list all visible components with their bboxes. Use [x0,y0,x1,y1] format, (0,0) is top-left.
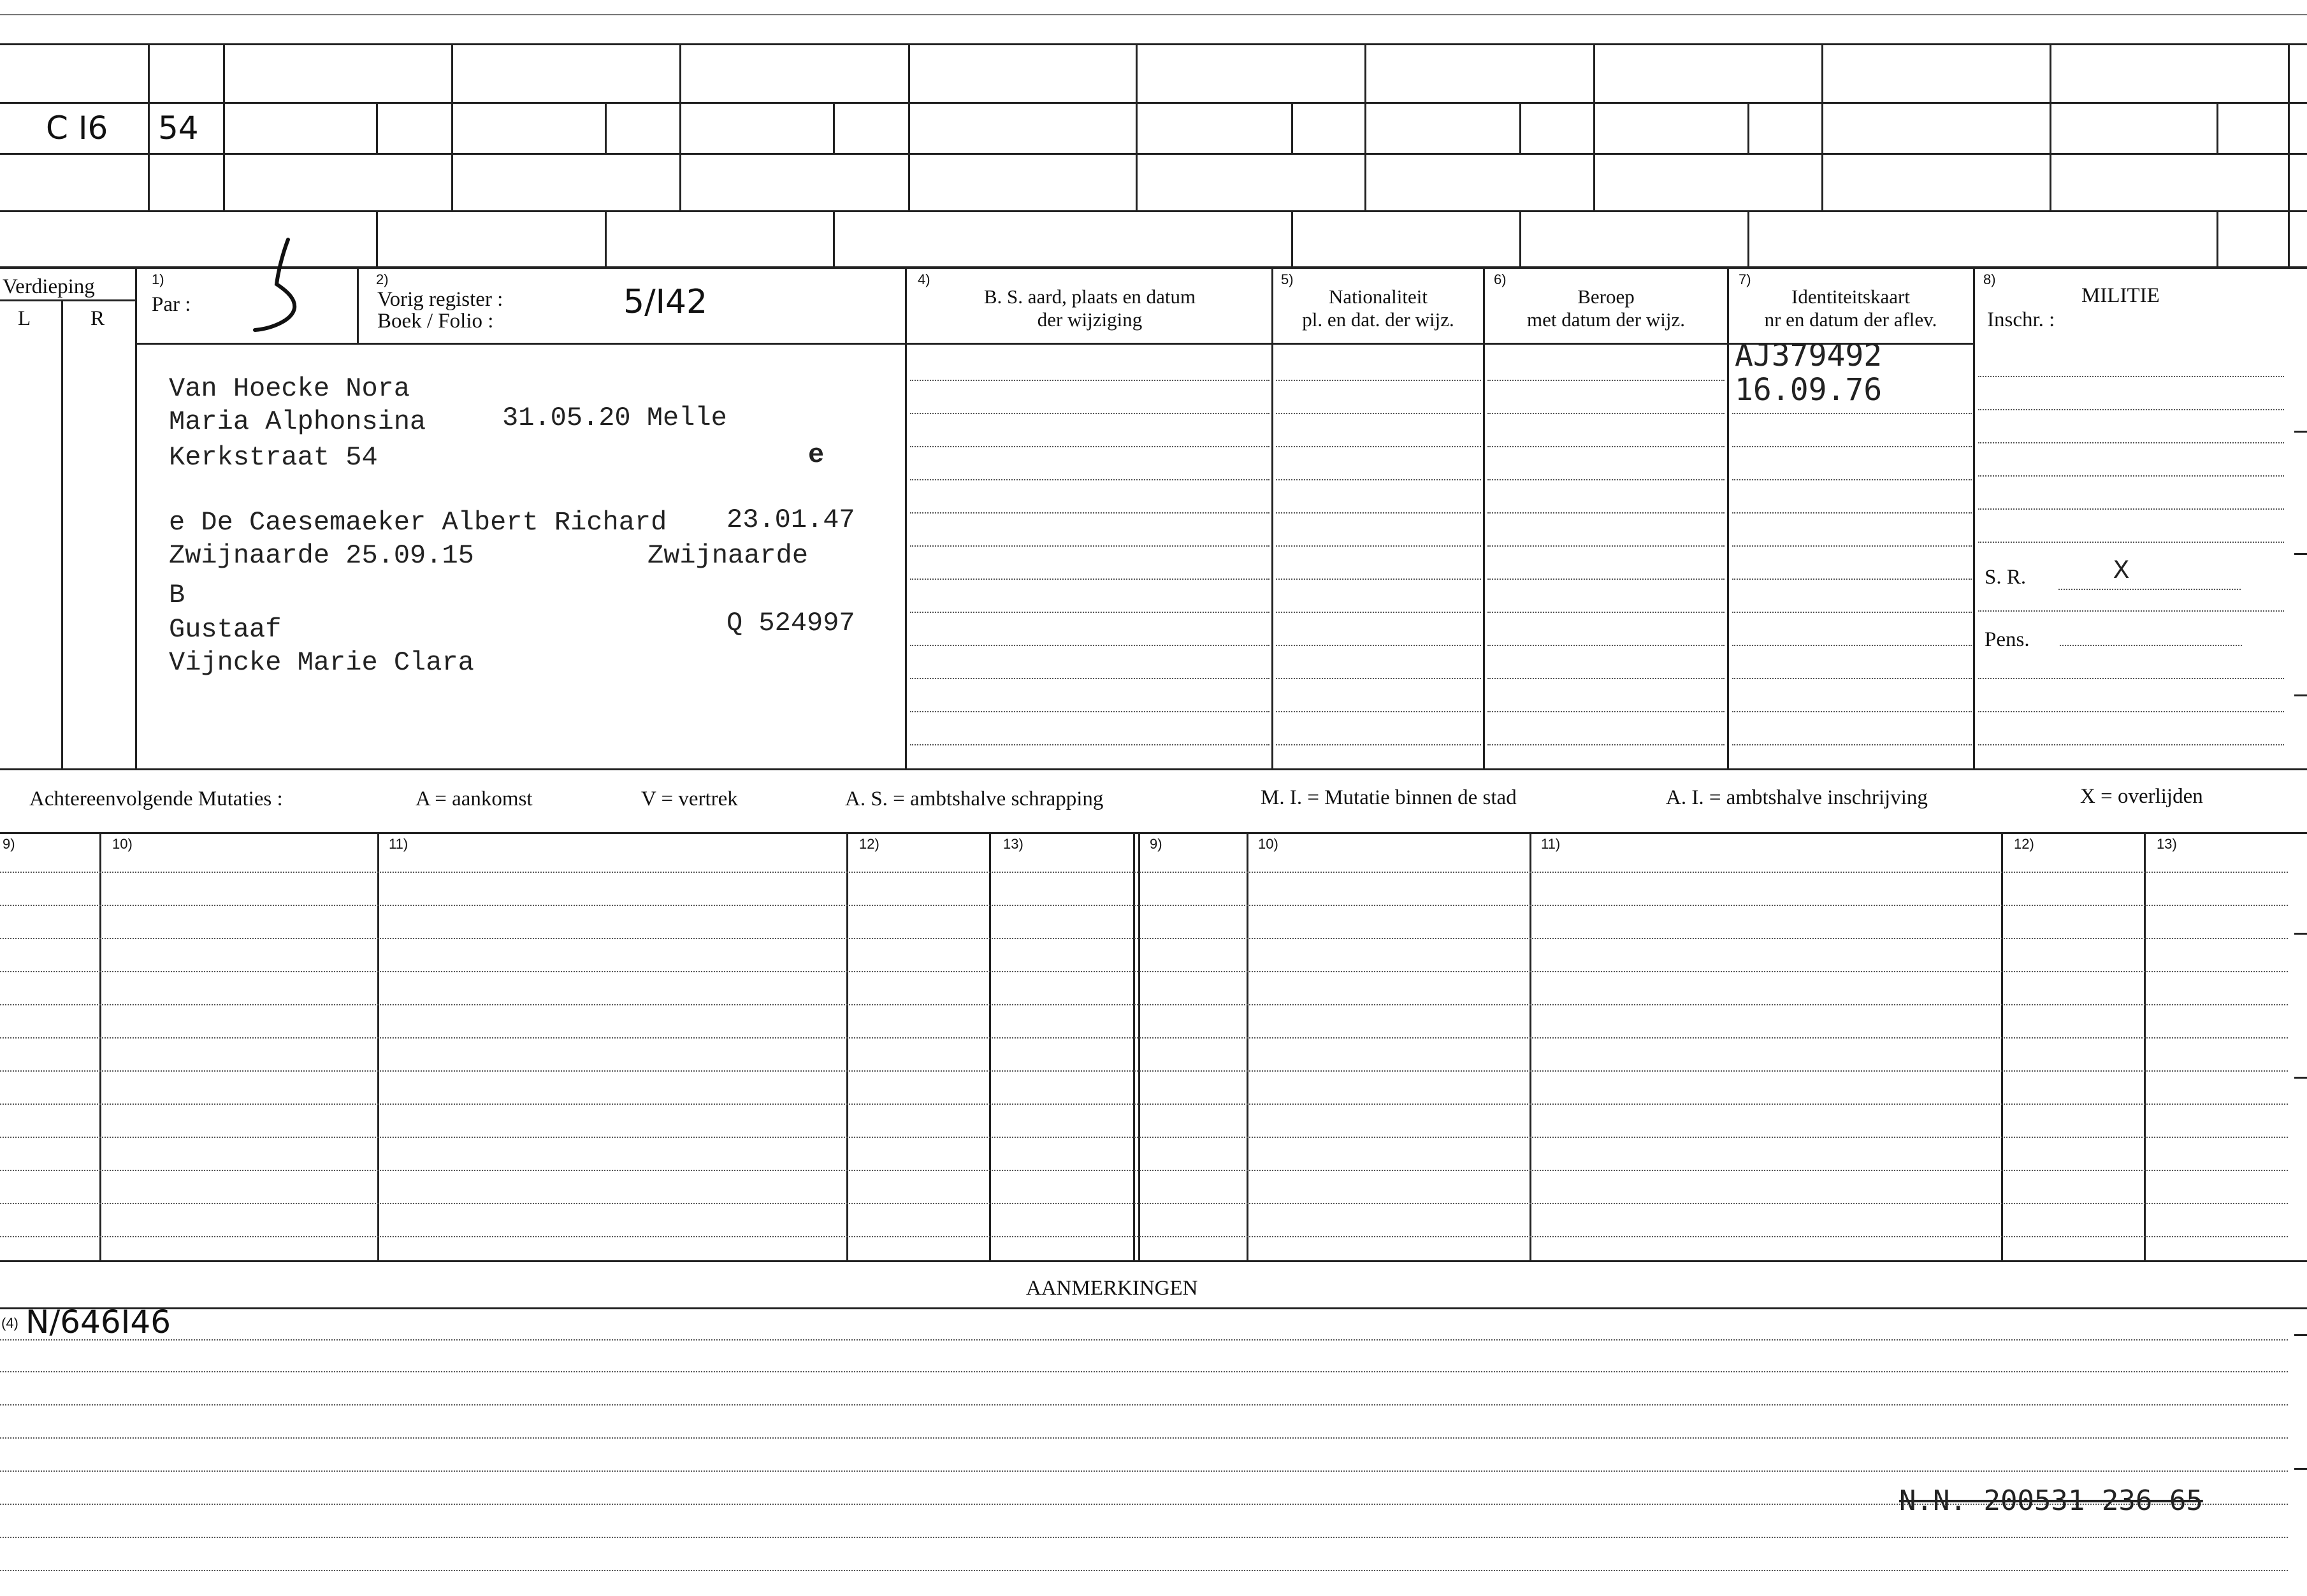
grid-line [679,43,681,210]
mutation-col-12b: 12) [2014,836,2034,852]
field-number-7: 7) [1739,271,1751,287]
person-spouse-birth: Zwijnaarde 25.09.15 [169,540,474,571]
top-edge [0,14,2307,15]
grid-line [1291,102,1293,153]
mutation-col-10b: 10) [1258,836,1278,852]
grid-line [376,102,378,153]
person-given-names: Maria Alphonsina [169,406,426,437]
grid-line [2144,832,2146,1260]
person-spouse: e De Caesemaeker Albert Richard [169,507,667,538]
col-r-label: R [90,307,105,330]
grid-line [223,43,225,210]
mutation-col-13b: 13) [2157,836,2177,852]
mutation-col-9: 9) [3,836,15,852]
grid-line [0,266,2307,269]
grid-line [0,1307,2307,1309]
mutation-col-12: 12) [859,836,879,852]
grid-line [1133,832,1135,1260]
grid-line [451,43,453,210]
grid-line [377,832,379,1260]
legend-ambtshalve-inschrijving: A. I. = ambtshalve inschrijving [1666,786,1928,809]
bs-header-line1: B. S. aard, plaats en datum [983,285,1196,308]
grid-line [833,102,835,153]
mutation-col-11b: 11) [1541,836,1561,852]
card-code-right: 54 [158,110,199,147]
legend-mutatie-binnen-stad: M. I. = Mutatie binnen de stad [1261,786,1517,809]
person-mother: Vijncke Marie Clara [169,647,474,678]
edge-tick [2294,1077,2307,1079]
grid-line [1593,43,1595,210]
person-spouse-date: 23.01.47 [727,505,855,535]
edge-tick [2294,553,2307,555]
person-mark-e: e [808,440,825,470]
nationaliteit-header-line2: pl. en dat. der wijz. [1302,308,1454,331]
person-father: Gustaaf [169,614,282,645]
nationaliteit-header-line1: Nationaliteit [1329,285,1428,308]
person-spouse-place: Zwijnaarde [647,540,809,571]
bs-header-line2: der wijziging [1037,308,1143,331]
mutation-col-9b: 9) [1150,836,1162,852]
field-number-5: 5) [1281,271,1294,287]
beroep-header-line2: met datum der wijz. [1527,308,1685,331]
legend-overlijden: X = overlijden [2080,785,2203,808]
grid-line [1364,43,1366,210]
remarks-title: AANMERKINGEN [1026,1277,1198,1300]
edge-tick [2294,933,2307,935]
field-number-2: 2) [376,271,389,287]
grid-line [2288,43,2290,266]
grid-line [908,43,910,210]
edge-tick [2294,1334,2307,1336]
id-card-number: AJ379492 [1735,338,1883,373]
mutation-col-13: 13) [1003,836,1023,852]
grid-line [1247,832,1248,1260]
grid-line [1519,210,1521,266]
grid-line [0,153,2307,155]
legend-aankomst: A = aankomst [416,787,533,810]
card-code-left: C I6 [46,110,108,147]
sr-value: X [2113,556,2130,586]
grid-line [1519,102,1521,153]
pens-label: Pens. [1985,628,2030,651]
grid-line [1747,102,1749,153]
grid-line [0,768,2307,770]
grid-line [1138,832,1140,1260]
col-l-label: L [18,307,31,330]
person-line-b: B [169,580,185,610]
field-number-6: 6) [1494,271,1507,287]
vorig-register-value: 5/I42 [623,283,708,321]
edge-tick [2294,431,2307,433]
grid-line [376,210,378,266]
national-number: N.N. 200531 236 65 [1899,1485,2203,1517]
grid-line [1136,43,1138,210]
mutation-col-11: 11) [389,836,409,852]
grid-line [357,268,359,344]
grid-line [1530,832,1531,1260]
person-name: Van Hoecke Nora [169,373,410,404]
grid-line [2001,832,2003,1260]
vorig-register-label: Vorig register : [377,288,503,311]
person-birth: 31.05.20 Melle [502,403,727,433]
par-label: Par : [152,293,191,316]
grid-line [0,832,2307,834]
grid-line [833,210,835,266]
grid-line [61,299,63,768]
grid-line [0,299,137,301]
grid-line [135,343,1973,345]
field-number-1: 1) [152,271,164,287]
id-header-line2: nr en datum der aflev. [1764,308,1937,331]
grid-line [2217,210,2218,266]
id-header-line1: Identiteitskaart [1791,285,1910,308]
grid-line [0,102,2307,104]
grid-line [148,43,150,210]
field-number-4: 4) [918,271,930,287]
grid-line [846,832,848,1260]
grid-line [989,832,991,1260]
person-address: Kerkstraat 54 [169,442,378,473]
grid-line [0,210,2307,212]
beroep-header-line1: Beroep [1577,285,1635,308]
inschr-label: Inschr. : [1987,308,2055,331]
grid-line [605,210,607,266]
mutations-legend-title: Achtereenvolgende Mutaties : [29,787,283,810]
verdieping-label: Verdieping [3,275,95,298]
id-card-date: 16.09.76 [1735,372,1883,408]
legend-vertrek: V = vertrek [641,787,738,810]
grid-line [1291,210,1293,266]
grid-line [605,102,607,153]
grid-line [1821,43,1823,210]
remarks-value: N/646I46 [25,1304,171,1341]
boek-folio-label: Boek / Folio : [377,310,494,333]
person-code: Q 524997 [727,608,855,638]
grid-line [0,43,2307,45]
edge-tick [2294,1468,2307,1470]
militie-header: MILITIE [2081,284,2160,307]
grid-line [2217,102,2218,153]
edge-tick [2294,694,2307,696]
field-number-14: (4) [1,1315,18,1331]
par-handwritten-mark-icon [249,237,306,339]
mutation-col-10: 10) [112,836,133,852]
legend-ambtshalve-schrapping: A. S. = ambtshalve schrapping [845,787,1104,810]
grid-line [1747,210,1749,266]
field-number-8: 8) [1983,271,1996,287]
grid-line [1973,268,1975,768]
sr-label: S. R. [1985,566,2027,589]
grid-line [99,832,101,1260]
grid-line [0,1260,2307,1262]
grid-line [2050,43,2051,210]
